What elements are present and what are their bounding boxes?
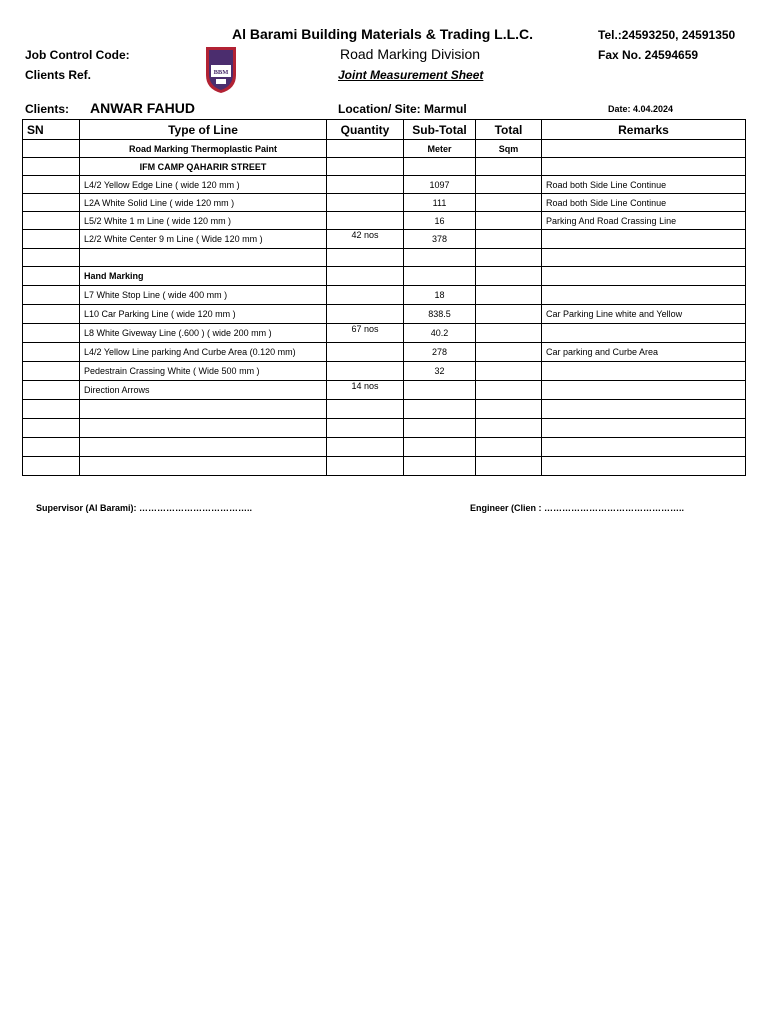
location-site: Location/ Site: Marmul (338, 102, 467, 116)
remarks (542, 362, 746, 381)
company-logo-icon (204, 45, 238, 95)
empty-row (23, 400, 746, 419)
table-row (23, 230, 746, 249)
table-row (23, 176, 746, 194)
clients-ref-label: Clients Ref. (25, 68, 92, 82)
job-control-code-label: Job Control Code: (25, 48, 130, 62)
subheader-subtotal: Meter (404, 140, 476, 158)
line-type: L8 White Giveway Line (.600 ) ( wide 200 mm ) (80, 324, 327, 343)
supervisor-signature-line: Supervisor (Al Barami): ……………………………….. (36, 503, 253, 513)
quantity (327, 286, 404, 305)
subheader-type: Road Marking Thermoplastic Paint (80, 140, 327, 158)
remarks (542, 381, 746, 400)
col-header-sn: SN (23, 120, 80, 140)
col-header-total: Total (476, 120, 542, 140)
table-row (23, 343, 746, 362)
remarks (542, 230, 746, 249)
quantity (327, 194, 404, 212)
table-row (23, 212, 746, 230)
clients-label: Clients: (25, 102, 70, 116)
sheet-title: Joint Measurement Sheet (338, 68, 484, 82)
table-row (23, 305, 746, 324)
col-header-subtotal: Sub-Total (404, 120, 476, 140)
line-type: Pedestrain Crassing White ( Wide 500 mm ) (80, 362, 327, 381)
section-row (23, 158, 746, 176)
subtotal (404, 381, 476, 400)
subheader-total: Sqm (476, 140, 542, 158)
table-row (23, 362, 746, 381)
empty-row (23, 438, 746, 457)
section-title: IFM CAMP QAHARIR STREET (80, 158, 327, 176)
subtotal: 378 (404, 230, 476, 249)
line-type: L5/2 White 1 m Line ( wide 120 mm ) (80, 212, 327, 230)
quantity: 14 nos (327, 381, 404, 400)
remarks: Road both Side Line Continue (542, 194, 746, 212)
line-type: Direction Arrows (80, 381, 327, 400)
line-type: L4/2 Yellow Line parking And Curbe Area (0.120 mm) (80, 343, 327, 362)
fax-number: Fax No. 24594659 (598, 48, 699, 62)
col-header-type: Type of Line (80, 120, 327, 140)
logo-lettering: BBM (213, 69, 229, 76)
quantity (327, 343, 404, 362)
table-subheader-row (23, 140, 746, 158)
measurement-table (22, 119, 746, 476)
table-row (23, 286, 746, 305)
subtotal: 111 (404, 194, 476, 212)
quantity (327, 212, 404, 230)
subtotal: 278 (404, 343, 476, 362)
table-header-row (23, 120, 746, 140)
quantity: 42 nos (327, 230, 404, 249)
col-header-remarks: Remarks (542, 120, 746, 140)
division-name: Road Marking Division (340, 46, 481, 62)
line-type: L2/2 White Center 9 m Line ( Wide 120 mm ) (80, 230, 327, 249)
engineer-signature-line: Engineer (Clien : ……………………………………….. (470, 503, 685, 513)
subtotal: 838.5 (404, 305, 476, 324)
client-name: ANWAR FAHUD (90, 100, 195, 116)
table-row (23, 194, 746, 212)
remarks: Parking And Road Crassing Line (542, 212, 746, 230)
line-type: L10 Car Parking Line ( wide 120 mm ) (80, 305, 327, 324)
line-type: L2A White Solid Line ( wide 120 mm ) (80, 194, 327, 212)
remarks (542, 324, 746, 343)
table-row (23, 324, 746, 343)
line-type: L4/2 Yellow Edge Line ( wide 120 mm ) (80, 176, 327, 194)
company-name: Al Barami Building Materials & Trading L.L.C. (232, 26, 534, 42)
col-header-quantity: Quantity (327, 120, 404, 140)
empty-row (23, 249, 746, 267)
quantity: 67 nos (327, 324, 404, 343)
quantity (327, 362, 404, 381)
table-row (23, 381, 746, 400)
subtotal: 16 (404, 212, 476, 230)
empty-row (23, 419, 746, 438)
quantity (327, 176, 404, 194)
section-title: Hand Marking (80, 267, 327, 286)
sheet-date: Date: 4.04.2024 (608, 104, 674, 114)
remarks: Road both Side Line Continue (542, 176, 746, 194)
subtotal: 1097 (404, 176, 476, 194)
section-row (23, 267, 746, 286)
line-type: L7 White Stop Line ( wide 400 mm ) (80, 286, 327, 305)
telephone: Tel.:24593250, 24591350 (598, 28, 736, 42)
subtotal: 18 (404, 286, 476, 305)
remarks: Car parking and Curbe Area (542, 343, 746, 362)
subtotal: 40.2 (404, 324, 476, 343)
quantity (327, 305, 404, 324)
empty-row (23, 457, 746, 476)
remarks (542, 286, 746, 305)
subtotal: 32 (404, 362, 476, 381)
remarks: Car Parking Line white and Yellow (542, 305, 746, 324)
